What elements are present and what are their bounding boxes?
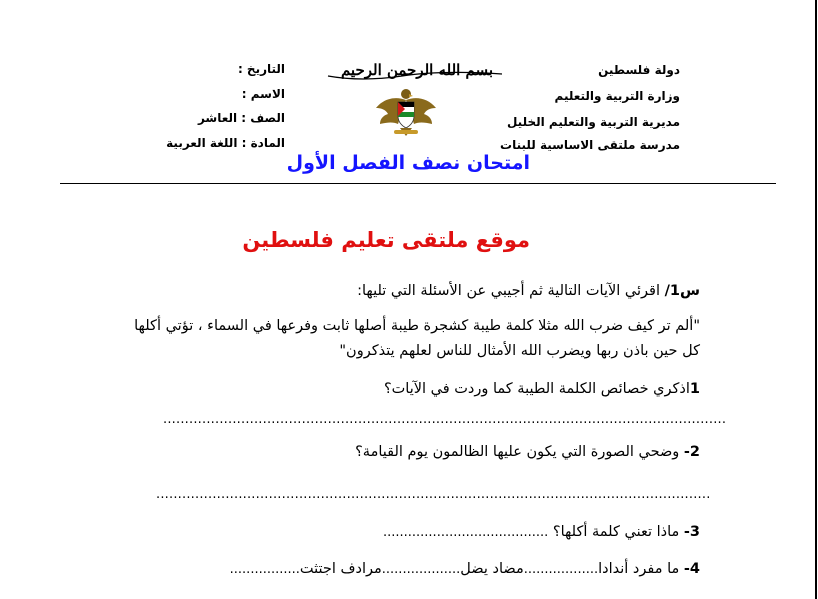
subquestion-4 xyxy=(230,561,700,577)
header-divider xyxy=(60,183,776,184)
subquestion-1-number: 1 xyxy=(689,381,700,397)
header-school: مدرسة ملتقى الاساسية للبنات xyxy=(500,138,680,152)
subquestion-4-part-3: مرادف اجتثت xyxy=(299,561,382,577)
header-state: دولة فلسطين xyxy=(598,63,680,77)
subquestion-1 xyxy=(384,381,700,397)
svg-text:بسم الله الرحمن الرحيم: بسم الله الرحمن الرحيم xyxy=(340,61,494,79)
subquestion-4-part-2: مضاد يضل xyxy=(460,561,524,577)
subquestion-4-text: ما مفرد أندادا xyxy=(598,561,680,577)
subquestion-1-text: اذكري خصائص الكلمة الطيبة كما وردت في الآيات؟ xyxy=(383,381,690,397)
subquestion-4-number: 4- xyxy=(683,561,700,577)
site-title: موقع ملتقى تعليم فلسطين xyxy=(242,228,530,252)
answer-line-4b[interactable]: ................... xyxy=(381,562,461,577)
verse-line-1: "ألم تر كيف ضرب الله مثلا كلمة طيبة كشجرة طيبة أصلها ثابت وفرعها في السماء ، تؤتي أكلها xyxy=(134,318,700,334)
subquestion-3-text: ماذا تعني كلمة أكلها؟ xyxy=(552,524,680,540)
page-border-right xyxy=(815,0,817,599)
answer-line-1[interactable]: .................................................................................................................................. xyxy=(163,412,727,427)
basmala-calligraphy xyxy=(322,54,512,84)
answer-line-4c[interactable]: ................. xyxy=(229,562,300,577)
subquestion-2-number: 2- xyxy=(683,444,700,460)
header-grade-label: الصف : العاشر xyxy=(197,111,285,125)
question-1-text: اقرئي الآيات التالية ثم أجيبي عن الأسئلة التي تليها: xyxy=(357,283,660,299)
header-date-label: التاريخ : xyxy=(237,62,285,76)
subquestion-2-text: وضحي الصورة التي يكون عليها الظالمون يوم القيامة؟ xyxy=(355,444,680,460)
subquestion-3-number: 3- xyxy=(683,524,700,540)
verse-line-2: كل حين باذن ربها ويضرب الله الأمثال للناس لعلهم يتذكرون" xyxy=(339,343,700,359)
answer-line-4a[interactable]: .................. xyxy=(523,562,599,577)
question-1-label: س1/ xyxy=(664,283,700,299)
subquestion-3 xyxy=(383,524,700,540)
header-ministry: وزارة التربية والتعليم xyxy=(554,89,680,103)
question-1-instruction xyxy=(357,283,700,299)
subquestion-2 xyxy=(355,444,700,460)
answer-line-3[interactable]: ........................................ xyxy=(382,525,549,540)
header-directorate: مديرية التربية والتعليم الخليل xyxy=(506,115,680,129)
palestine-eagle-emblem-icon xyxy=(374,86,438,138)
header-name-label: الاسم : xyxy=(241,87,285,101)
exam-title: امتحان نصف الفصل الأول xyxy=(286,152,530,174)
header-subject-label: المادة : اللغة العربية xyxy=(166,136,285,150)
answer-line-2[interactable]: ................................................................................................................................ xyxy=(156,487,711,502)
